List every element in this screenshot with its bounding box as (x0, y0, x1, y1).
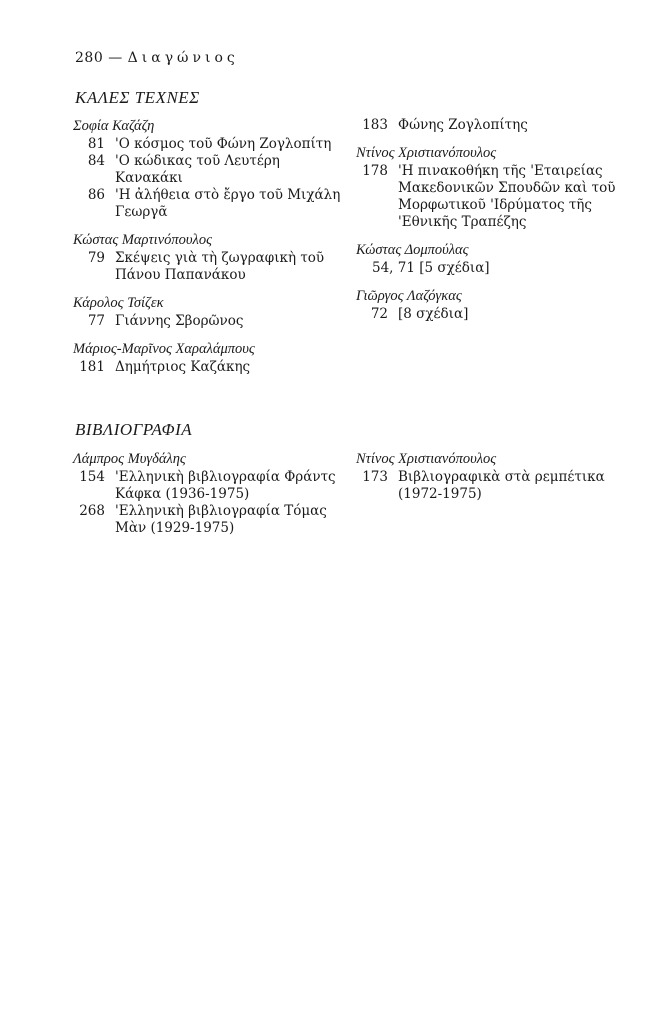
entry-title: 'Η ἀλήθεια στὸ ἔργο τοῦ Μιχάλη Γεωργᾶ (115, 187, 341, 220)
entry-title: Δημήτριος Καζάκης (115, 359, 251, 375)
author-group (73, 294, 341, 330)
entry-title: [8 σχέδια] (398, 306, 469, 322)
author-name: Κώστας Δομπούλας (356, 242, 469, 258)
index-entry (356, 469, 624, 503)
author-group (73, 117, 341, 221)
index-entry (356, 117, 624, 134)
author-name: Σοφία Καζάζη (73, 118, 155, 134)
page-ref: 181 (79, 359, 105, 375)
index-entry (73, 250, 341, 284)
entry-title: 'Η πινακοθήκη τῆς 'Εταιρείας Μακεδονικῶν Σπουδῶν καὶ τοῦ Μορφωτικοῦ 'Ιδρύματος τῆς 'Εθνικῆς Τραπέζης (398, 163, 616, 230)
author-name: Γιῶργος Λαζόγκας (356, 288, 462, 304)
author-name: Λάμπρος Μυγδάλης (73, 451, 186, 467)
page-ref: 79 (87, 250, 105, 266)
page-ref: 77 (87, 313, 105, 329)
page-ref: 84 (87, 153, 105, 169)
page-ref: 178 (362, 163, 388, 179)
section-title: ΚΑΛΕΣ ΤΕΧΝΕΣ (75, 88, 200, 107)
page-header (75, 50, 239, 66)
entry-title: 'Ο κώδικας τοῦ Λευτέρη Κανακάκι (115, 153, 280, 186)
entry-title: 'Ελληνικὴ βιβλιογραφία Τόμας Μὰν (1929-1975) (115, 503, 327, 536)
author-name: Κάρολος Τσίζεκ (73, 295, 164, 311)
page-ref: 72 (370, 306, 388, 322)
entry-title: 'Ελληνικὴ βιβλιογραφία Φράντς Κάφκα (1936-1975) (115, 469, 336, 502)
page-ref: 183 (362, 117, 388, 133)
index-entry (73, 136, 341, 153)
entry-title: Φώνης Ζογλοπίτης (398, 117, 528, 133)
page-ref-list: 54, 71 [5 σχέδια] (372, 260, 490, 276)
page-ref: 86 (87, 187, 105, 203)
left-column (73, 450, 341, 547)
page-number: 280 (75, 50, 104, 66)
author-group (73, 340, 341, 376)
author-name: Μάριος-Μαρῖνος Χαραλάμπους (73, 341, 255, 357)
author-group (73, 450, 341, 537)
index-entry (73, 313, 341, 330)
index-entry (73, 187, 341, 221)
right-column (356, 117, 624, 333)
journal-title: Διαγώνιος (127, 50, 239, 66)
index-entry (73, 153, 341, 187)
entry-title: Γιάννης Σβορῶνος (115, 313, 244, 329)
header-dash: — (108, 50, 123, 66)
author-group (356, 117, 624, 134)
author-name: Ντίνος Χριστιανόπουλος (356, 145, 497, 161)
author-group (73, 231, 341, 284)
author-name: Ντίνος Χριστιανόπουλος (356, 451, 497, 467)
author-group (356, 450, 624, 503)
right-column (356, 450, 624, 513)
index-entry (73, 359, 341, 376)
page-ref: 81 (87, 136, 105, 152)
page-ref: 154 (79, 469, 105, 485)
author-group (356, 287, 624, 323)
entry-title: 'Ο κόσμος τοῦ Φώνη Ζογλοπίτη (115, 136, 332, 152)
author-name: Κώστας Μαρτινόπουλος (73, 232, 212, 248)
page-ref: 173 (362, 469, 388, 485)
index-entry (73, 503, 341, 537)
left-column (73, 117, 341, 386)
section-title: ΒΙΒΛΙΟΓΡΑΦΙΑ (75, 420, 193, 439)
index-entry (73, 469, 341, 503)
author-group (356, 241, 624, 277)
index-entry (356, 163, 624, 231)
index-entry (356, 306, 624, 323)
page-ref: 268 (79, 503, 105, 519)
entry-title: Βιβλιογραφικὰ στὰ ρεμπέτικα (1972-1975) (398, 469, 605, 502)
entry-title: Σκέψεις γιὰ τὴ ζωγραφικὴ τοῦ Πάνου Παπανάκου (115, 250, 325, 283)
author-group (356, 144, 624, 231)
